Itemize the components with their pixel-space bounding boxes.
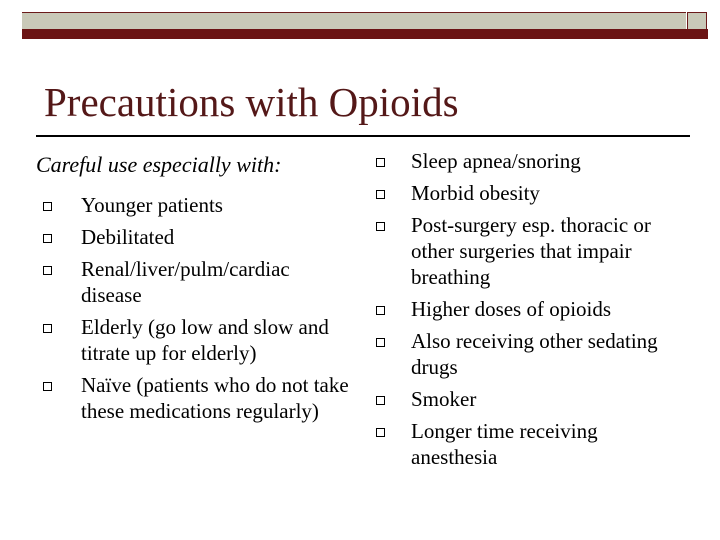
header-decoration-stripe: [22, 29, 708, 39]
list-item-text: Morbid obesity: [411, 181, 540, 205]
list-item-text: Higher doses of opioids: [411, 297, 612, 321]
list-item: [36, 224, 354, 250]
left-column: [36, 150, 354, 430]
right-column: [370, 148, 680, 476]
list-item-text: Naïve (patients who do not take these medications regularly): [81, 373, 349, 423]
list-item: [370, 328, 680, 380]
list-item: [36, 256, 354, 308]
hollow-square-bullet-icon: [376, 338, 385, 347]
list-item: [370, 180, 680, 206]
hollow-square-bullet-icon: [376, 190, 385, 199]
hollow-square-bullet-icon: [43, 202, 52, 211]
header-decoration-square: [687, 12, 707, 30]
list-item: [36, 192, 354, 218]
list-item: [370, 148, 680, 174]
list-item-text: Younger patients: [81, 193, 223, 217]
left-column-intro: Careful use especially with:: [36, 152, 282, 177]
hollow-square-bullet-icon: [376, 396, 385, 405]
hollow-square-bullet-icon: [376, 158, 385, 167]
list-item: [370, 386, 680, 412]
title-divider: [36, 135, 690, 137]
slide-title: Precautions with Opioids: [44, 79, 459, 125]
hollow-square-bullet-icon: [43, 234, 52, 243]
list-item: [370, 296, 680, 322]
hollow-square-bullet-icon: [376, 306, 385, 315]
list-item-text: Sleep apnea/snoring: [411, 149, 581, 173]
hollow-square-bullet-icon: [43, 324, 52, 333]
right-bullet-list: [370, 148, 680, 470]
list-item-text: Also receiving other sedating drugs: [411, 329, 658, 379]
list-item-text: Longer time receiving anesthesia: [411, 419, 598, 469]
hollow-square-bullet-icon: [376, 222, 385, 231]
list-item-text: Debilitated: [81, 225, 175, 249]
list-item: [36, 372, 354, 424]
hollow-square-bullet-icon: [376, 428, 385, 437]
hollow-square-bullet-icon: [43, 266, 52, 275]
list-item: [370, 418, 680, 470]
list-item-text: Smoker: [411, 387, 477, 411]
list-item-text: Post-surgery esp. thoracic or other surgeries that impair breathing: [411, 213, 651, 289]
list-item-text: Elderly (go low and slow and titrate up for elderly): [81, 315, 329, 365]
left-bullet-list: [36, 192, 354, 424]
hollow-square-bullet-icon: [43, 382, 52, 391]
list-item: [36, 314, 354, 366]
list-item-text: Renal/liver/pulm/cardiac disease: [81, 257, 290, 307]
list-item: [370, 212, 680, 290]
